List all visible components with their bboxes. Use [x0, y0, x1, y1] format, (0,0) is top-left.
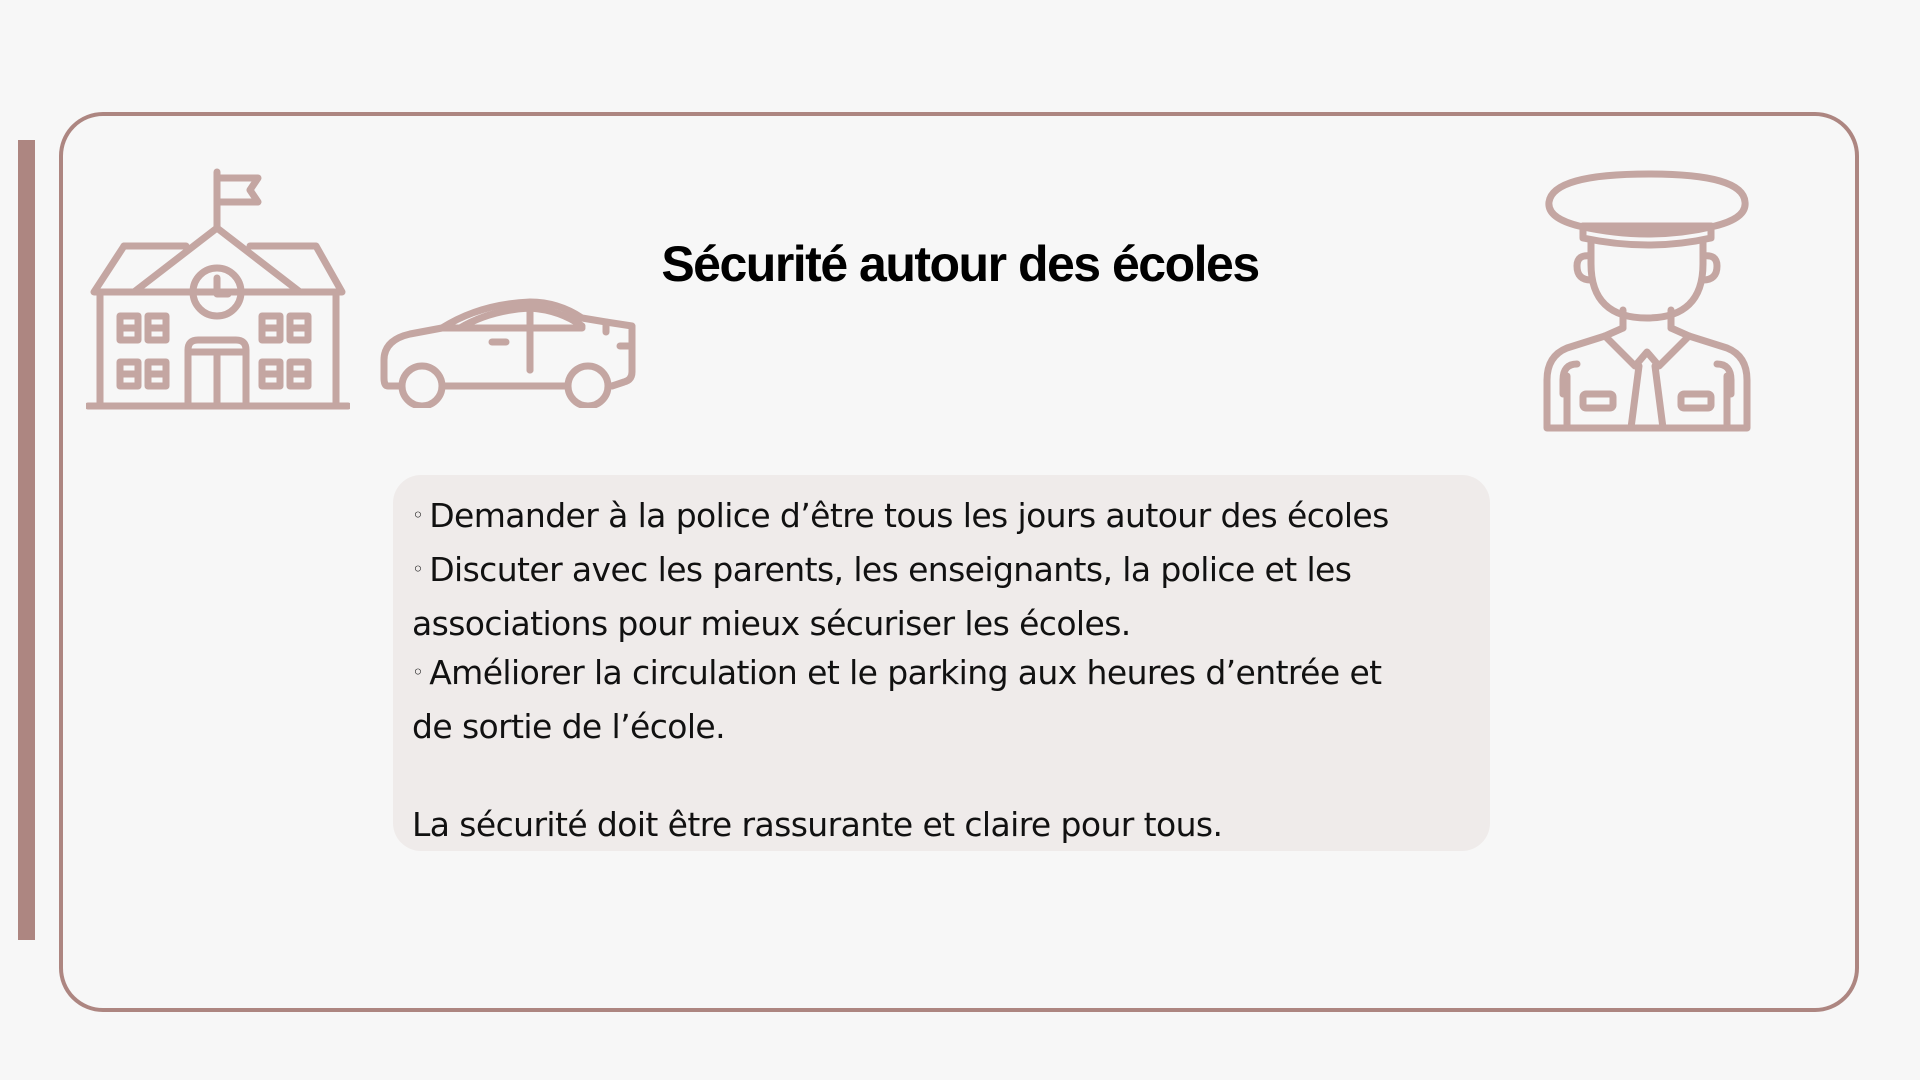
bullet-text: Demander à la police d’être tous les jours autour des écoles — [429, 496, 1389, 535]
bullet-text: Améliorer la circulation et le parking aux heures d’entrée et — [429, 653, 1382, 692]
bullet-text: Discuter avec les parents, les enseignants, la police et les — [429, 550, 1352, 589]
bullet-marker: ◦ — [412, 557, 424, 581]
car-icon — [380, 298, 645, 408]
school-icon — [86, 168, 350, 414]
accent-bar — [18, 140, 35, 940]
content-box — [393, 475, 1490, 851]
police-officer-icon — [1543, 170, 1753, 435]
closing-statement: La sécurité doit être rassurante et claire pour tous. — [412, 805, 1223, 844]
bullet-continuation: associations pour mieux sécuriser les écoles. — [412, 604, 1131, 643]
bullet-item — [412, 545, 1472, 599]
bullet-item — [412, 491, 1472, 545]
bullet-marker: ◦ — [412, 503, 424, 527]
bullet-continuation: de sortie de l’école. — [412, 707, 725, 746]
bullet-marker: ◦ — [412, 660, 424, 684]
bullet-item — [412, 648, 1472, 702]
paragraph-spacer — [412, 751, 1472, 800]
slide-title: Sécurité autour des écoles — [661, 236, 1259, 292]
